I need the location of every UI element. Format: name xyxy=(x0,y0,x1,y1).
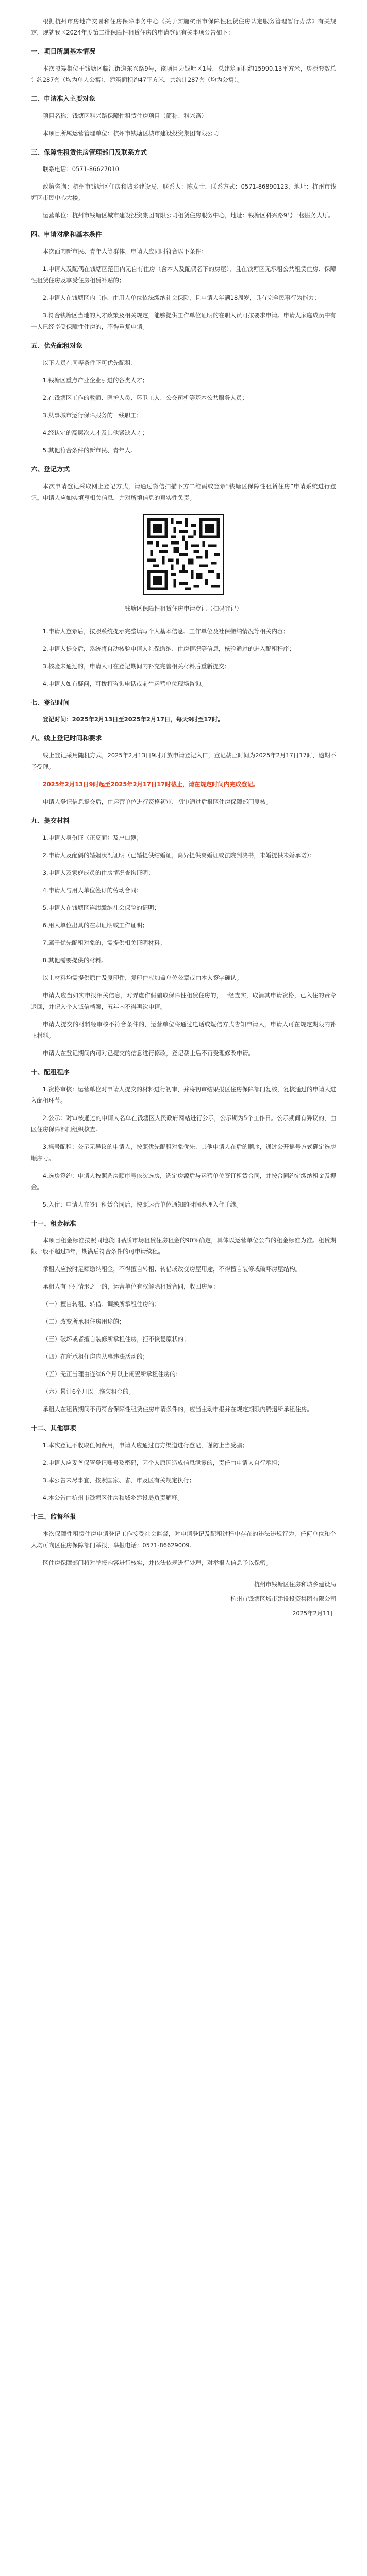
section-title-2: 二、申请准入主要对象 xyxy=(31,94,96,103)
section-title-7: 七、登记时间 xyxy=(31,698,70,706)
section-title-9: 九、提交材料 xyxy=(31,817,70,824)
section-title-3: 三、保障性租赁住房管理部门及联系方式 xyxy=(31,148,147,156)
section-3-para: 运营单位：杭州市钱塘区城市建设投资集团有限公司租赁住房服务中心，地址：钱塘区科兴路9号一楼服务大厅。 xyxy=(42,212,335,219)
issuing-org: 杭州市钱塘区住房和城乡建设局 xyxy=(254,1580,336,1588)
section-2-para: 项目名称：钱塘区科兴路保障性租赁住房项目（简称：科兴路） xyxy=(42,112,207,120)
section-9-para: 以上材料均需提供原件及复印件，复印件应加盖单位公章或由本人签字确认。 xyxy=(42,974,243,981)
material-item: 4.申请人与用人单位签订的劳动合同； xyxy=(42,886,142,894)
signature-block xyxy=(31,1579,336,1619)
section-13-para: 区住房保障部门将对举报内容进行核实，并依法依规进行处理，对举报人信息予以保密。 xyxy=(42,1558,272,1566)
section-5-para: 2.在钱塘区工作的教师、医护人员、环卫工人、公交司机等基本公共服务人员； xyxy=(42,394,248,401)
section-6-step: 4.申请人如有疑问，可拨打咨询电话或前往运营单位现场咨询。 xyxy=(42,680,207,687)
section-3-para: 政策咨询：杭州市钱塘区住房和城乡建设局，联系人：陈女士，联系方式：0571-86890123，地址：杭州市钱塘区市民中心大楼。 xyxy=(31,183,336,202)
procedure-step: 3.摇号配租：公示无异议的申请人，按照优先配租对象优先、其他申请人在后的顺序，通过公开摇号方式确定选房顺序号。 xyxy=(31,1143,336,1162)
section-12-para: 4.本公告由杭州市钱塘区住房和城乡建设局负责解释。 xyxy=(42,1494,184,1501)
section-11-clause: （六）累计6个月以上拖欠租金的。 xyxy=(42,1388,135,1396)
contact-phone: 联系电话：0571-86627010 xyxy=(42,165,119,173)
section-12-para: 3.本公告未尽事宜，按照国家、省、市及区有关规定执行； xyxy=(42,1477,195,1484)
registration-time: 登记时间：2025年2月13日至2025年2月17日，每天9时至17时。 xyxy=(42,716,224,723)
section-11-para: 承租人有下列情形之一的，运营单位有权解除租赁合同，收回房屋： xyxy=(42,1283,219,1291)
issuing-org: 杭州市钱塘区城市建设投资集团有限公司 xyxy=(230,1595,336,1602)
section-5-para: 5.其他符合条件的新市民、青年人。 xyxy=(42,446,137,454)
notice-intro: 根据杭州市房地产交易和住房保障事务中心《关于实施杭州市保障性租赁住房认定服务管理暂行办法》有关规定，现就我区2024年度第二批保障性租赁住房的申请登记有关事项公告如下： xyxy=(31,18,336,36)
procedure-step: 1.资格审核：运营单位对申请人提交的材料进行初审，并将初审结果报区住房保障部门复核，复核通过的申请人进入配租环节。 xyxy=(31,1085,336,1104)
qr-code-block xyxy=(31,514,336,614)
qr-caption: 钱塘区保障性租赁住房申请登记（扫码登记） xyxy=(125,604,242,612)
section-5-para: 1.钱塘区重点产业企业引进的各类人才； xyxy=(42,376,148,384)
section-11-clause: （三）破坏或者擅自装修所承租住房，拒不恢复原状的； xyxy=(42,1335,190,1343)
section-13-para: 本次保障性租赁住房申请登记工作接受社会监督，对申请登记及配租过程中存在的违法违规行为，任何单位和个人均可向区住房保障部门举报，举报电话：0571-86629009。 xyxy=(31,1530,336,1549)
section-11-para: 承租人应按时足额缴纳租金，不得擅自转租、转借或改变房屋用途，不得擅自装修或破坏房屋结构。 xyxy=(42,1265,301,1273)
material-item: 2.申请人及配偶的婚姻状况证明（已婚提供结婚证，离异提供离婚证或法院判决书，未婚提供未婚承诺）； xyxy=(42,851,315,859)
material-item: 7.属于优先配租对象的，需提供相关证明材料； xyxy=(42,939,166,946)
section-title-13: 十三、监督举报 xyxy=(31,1513,76,1520)
section-title-4: 四、申请对象和基本条件 xyxy=(31,230,102,239)
section-9-para: 申请人提交的材料经审核不符合条件的，运营单位将通过电话或短信方式告知申请人，申请人可在规定期限内补正材料。 xyxy=(31,1020,336,1039)
section-12-para: 2.申请人应妥善保管登记账号及密码，因个人原因造成信息泄露的，责任由申请人自行承担； xyxy=(42,1459,283,1466)
section-title-11: 十一、租金标准 xyxy=(31,1219,76,1227)
online-registration-highlight: 2025年2月13日9时起至2025年2月17日17时截止，请在规定时间内完成登记。 xyxy=(42,781,259,788)
section-2-para: 本项目所属运营管理单位：杭州市钱塘区城市建设投资集团有限公司 xyxy=(42,129,219,137)
section-11-clause: （四）在所承租住房内从事违法活动的； xyxy=(42,1353,148,1361)
section-title-12: 十二、其他事项 xyxy=(31,1424,76,1432)
section-title-10: 十、配租程序 xyxy=(31,1067,70,1076)
section-title-1: 一、项目所属基本情况 xyxy=(31,47,96,55)
material-item: 8.其他需要提供的材料。 xyxy=(42,956,107,964)
section-11-para: 本项目租金标准按照同地段同品质市场租赁住房租金的90%确定，具体以运营单位公布的租金标准为准。租赁期限一般不超过3年，期满后符合条件的可申请续租。 xyxy=(31,1236,336,1256)
section-5-para: 以下人员在同等条件下可优先配租： xyxy=(42,359,137,366)
issue-date: 2025年2月11日 xyxy=(292,1609,336,1617)
qr-code-icon xyxy=(147,518,220,590)
section-12-para: 1.本次登记不收取任何费用，申请人应通过官方渠道进行登记，谨防上当受骗； xyxy=(42,1442,248,1449)
section-4-para: 3.符合钱塘区当地的人才政策及相关规定，能够提供工作单位证明的在职人员可按要求申请。申请人家庭成员中有一人已经享受保障性住房的，不得重复申请。 xyxy=(31,312,336,330)
section-8-para: 申请人登记信息提交后，由运营单位进行资格初审，初审通过后报区住房保障部门复核。 xyxy=(42,798,272,805)
section-11-clause: （一）擅自转租、转借、调换所承租住房的； xyxy=(42,1300,160,1308)
section-6-step: 2.申请人提交后，系统将自动核验申请人社保缴纳、住房情况等信息，核验通过的进入配租程序； xyxy=(42,645,295,652)
procedure-step: 2.公示：对审核通过的申请人名单在钱塘区人民政府网站进行公示，公示期为5个工作日。公示期间有异议的，由区住房保障部门组织核查。 xyxy=(31,1114,336,1133)
section-4-para: 本次面向新市民、青年人等群体，申请人应同时符合以下条件： xyxy=(42,248,207,255)
section-4-para: 1.申请人及配偶在钱塘区范围内无自有住房（含本人及配偶名下的房屋），且在钱塘区无承租公共租赁住房、保障性租赁住房及享受住房租赁补贴的； xyxy=(31,265,336,284)
section-11-clause: （二）改变所承租住房用途的； xyxy=(42,1318,125,1326)
section-9-para: 申请人在登记期间内可对已提交的信息进行修改，登记截止后不再受理修改申请。 xyxy=(42,1049,254,1057)
section-8-para: 线上登记采用随机方式，2025年2月13日9时开放申请登记入口，登记截止时间为2025年2月17日17时，逾期不予受理。 xyxy=(31,752,336,770)
section-title-6: 六、登记方式 xyxy=(31,465,70,473)
section-6-para: 本次申请登记采取网上登记方式，请通过微信扫描下方二维码或登录“钱塘区保障性租赁住房”申请系统进行登记。申请人应如实填写相关信息，并对所填信息的真实性负责。 xyxy=(31,482,336,501)
section-4-para: 2.申请人在钱塘区内工作，由用人单位依法缴纳社会保险，且申请人年满18周岁，具有完全民事行为能力； xyxy=(42,294,320,301)
material-item: 6.用人单位出具的在职证明或工作证明； xyxy=(42,921,148,929)
section-5-para: 3.从事城市运行保障服务的一线职工； xyxy=(42,411,142,419)
section-6-step: 1.申请人登录后，按照系统提示完整填写个人基本信息、工作单位及社保缴纳情况等相关内容； xyxy=(42,627,289,635)
section-9-para: 申请人应当如实申报相关信息，对弄虚作假骗取保障性租赁住房的，一经查实，取消其申请资格，已入住的责令退回，并记入个人诚信档案，五年内不得再次申请。 xyxy=(31,991,336,1010)
procedure-step: 5.入住：申请人在签订租赁合同后，按照运营单位通知的时间办理入住手续。 xyxy=(42,1200,242,1208)
section-5-para: 4.经认定的高层次人才及其他紧缺人才； xyxy=(42,429,148,436)
section-6-step: 3.核验未通过的，申请人可在登记期间内补充完善相关材料后重新提交； xyxy=(42,662,230,670)
procedure-step: 4.选房签约：申请人按照选房顺序号依次选房，选定房源后与运营单位签订租赁合同，并按合同约定缴纳租金及押金。 xyxy=(31,1172,336,1191)
section-title-8: 八、线上登记时间和要求 xyxy=(31,734,102,742)
qr-code-image[interactable] xyxy=(143,514,224,595)
material-item: 5.申请人在钱塘区连续缴纳社会保险的证明； xyxy=(42,904,160,911)
section-11-para: 承租人在租赁期间不再符合保障性租赁住房申请条件的，应当主动申报并在规定期限内腾退所承租住房。 xyxy=(42,1405,313,1413)
material-item: 3.申请人及家庭成员的住房情况查询证明； xyxy=(42,869,154,876)
section-11-clause: （五）无正当理由连续6个月以上闲置所承租住房的； xyxy=(42,1370,182,1378)
section-title-5: 五、优先配租对象 xyxy=(31,342,83,349)
section-1-para: 本次拟筹集位于钱塘区临江街道东兴路9号，该项目为钱塘区1号，总建筑面积约15990.13平方米，房源套数总计约287套（均为单人公寓），建筑面积约47平方米，共约计287套（均为公寓）。 xyxy=(31,64,336,83)
material-item: 1.申请人身份证（正反面）及户口簿； xyxy=(42,834,142,841)
